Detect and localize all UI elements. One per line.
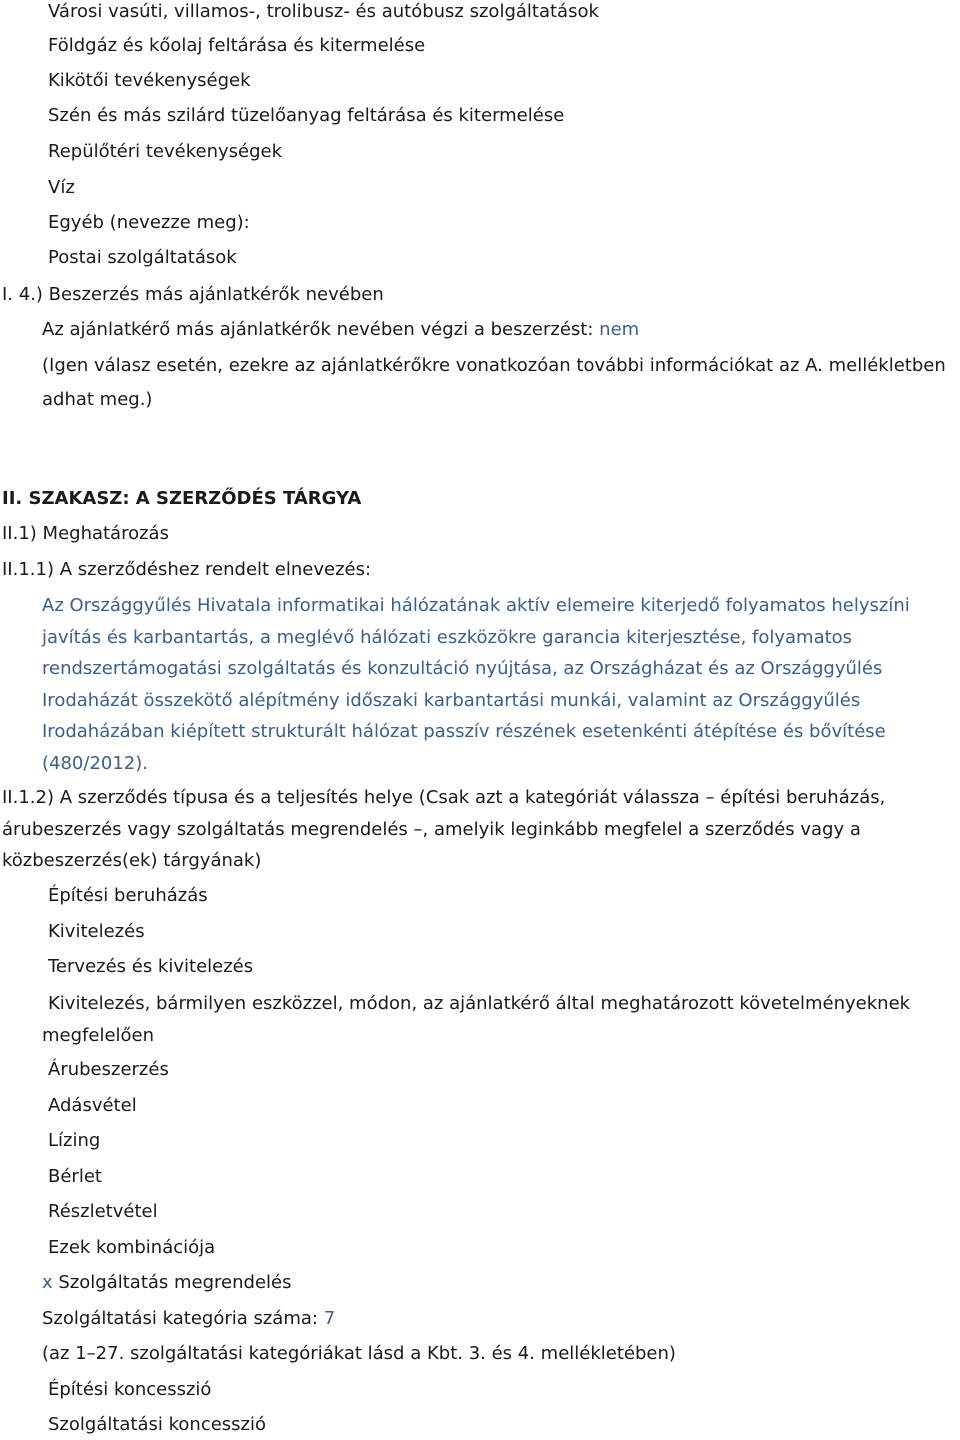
question-answer: nem <box>599 319 640 340</box>
section-i4-heading: I. 4.) Beszerzés más ajánlatkérők nevében <box>2 284 384 305</box>
section-ii-title: II. SZAKASZ: A SZERZŐDÉS TÁRGYA <box>2 488 362 509</box>
supply-option: Részletvétel <box>48 1201 158 1222</box>
category-note: (az 1–27. szolgáltatási kategóriákat lásd a Kbt. 3. és 4. mellékletében) <box>42 1343 676 1364</box>
supply-option: Adásvétel <box>48 1095 137 1116</box>
sector-option: Egyéb (nevezze meg): <box>48 212 250 233</box>
section-ii1-heading: II.1) Meghatározás <box>2 523 169 544</box>
sector-option: Városi vasúti, villamos-, trolibusz- és autóbusz szolgáltatások <box>48 1 599 22</box>
sector-option: Kikötői tevékenységek <box>48 70 251 91</box>
type-service-concession: Szolgáltatási koncesszió <box>48 1414 267 1435</box>
joint-procurement-question <box>42 318 639 342</box>
sector-option: Szén és más szilárd tüzelőanyag feltárása és kitermelése <box>48 105 565 126</box>
category-value: 7 <box>323 1308 336 1329</box>
type-service <box>42 1271 292 1295</box>
category-label: Szolgáltatási kategória száma: <box>42 1308 318 1329</box>
service-label: Szolgáltatás megrendelés <box>58 1272 292 1293</box>
type-works-concession: Építési koncesszió <box>48 1379 212 1400</box>
construction-option: Kivitelezés <box>48 921 145 942</box>
section-ii12-heading: II.1.2) A szerződés típusa és a teljesítés helye (Csak azt a kategóriát válassza – építési beruházás, árubeszerzés vagy szolgáltatás megrendelés –, amelyik leginkább megfelel a szerződés vagy a közbeszerzés(ek) tárgyának) <box>2 787 886 871</box>
selected-mark: x <box>42 1272 53 1293</box>
sector-option: Földgáz és kőolaj feltárása és kitermelése <box>48 35 426 56</box>
type-supply: Árubeszerzés <box>48 1059 169 1080</box>
section-i4-note: (Igen válasz esetén, ezekre az ajánlatkérőkre vonatkozóan további információkat az A. mellékletben adhat meg.) <box>42 355 946 410</box>
supply-option: Bérlet <box>48 1166 102 1187</box>
type-construction: Építési beruházás <box>48 885 208 906</box>
sector-option: Repülőtéri tevékenységek <box>48 141 283 162</box>
sector-option: Postai szolgáltatások <box>48 247 237 268</box>
supply-option: Ezek kombinációja <box>48 1237 216 1258</box>
construction-option: Tervezés és kivitelezés <box>48 956 254 977</box>
service-category <box>42 1307 335 1331</box>
sector-option: Víz <box>48 177 75 198</box>
supply-option: Lízing <box>48 1130 101 1151</box>
question-text: Az ajánlatkérő más ajánlatkérők nevében végzi a beszerzést: <box>42 319 594 340</box>
section-ii11-heading: II.1.1) A szerződéshez rendelt elnevezés: <box>2 559 372 580</box>
construction-option: Kivitelezés, bármilyen eszközzel, módon, az ajánlatkérő által meghatározott követelményeknek megfelelően <box>42 993 911 1046</box>
contract-name: Az Országgyűlés Hivatala informatikai hálózatának aktív elemeire kiterjedő folyamatos helyszíni javítás és karbantartás, a meglévő hálózati eszközökre garancia kiterjesztése, folyamatos rendszertámogatási szolgáltatás és konzultáció nyújtása, az Országházat és az Országgyűlés Irodaházát összekötő alépítmény időszaki karbantartási munkái, valamint az Országgyűlés Irodaházában kiépített strukturált hálózat passzív részének esetenkénti átépítése és bővítése (480/2012). <box>42 595 910 774</box>
